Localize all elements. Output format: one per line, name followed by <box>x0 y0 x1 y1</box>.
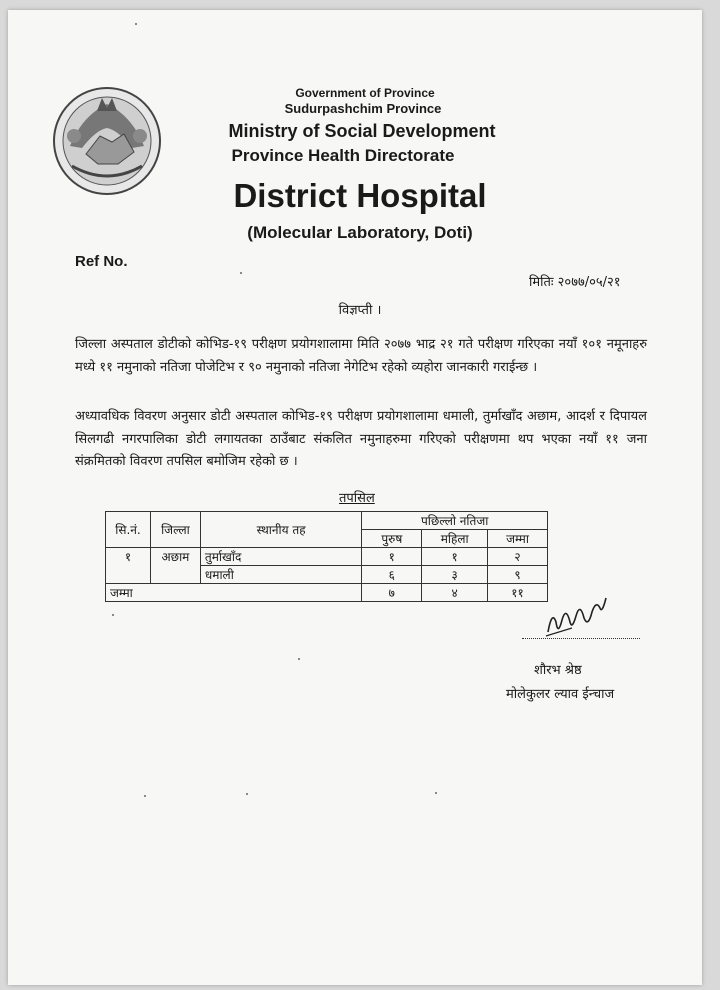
scan-speck <box>112 614 114 616</box>
cell-total: २ <box>488 548 548 566</box>
signature-line <box>522 638 640 639</box>
cell-female: ३ <box>422 566 488 584</box>
table-header-row <box>106 512 548 530</box>
gov-heading: Government of Province <box>295 86 435 100</box>
scan-speck <box>246 793 248 795</box>
ref-no-label: Ref No. <box>75 253 128 270</box>
total-total: ११ <box>488 584 548 602</box>
cell-male: १ <box>362 548 422 566</box>
results-table <box>105 511 548 602</box>
cell-local: धमाली <box>200 566 361 584</box>
cell-male: ६ <box>362 566 422 584</box>
lab-subtitle: (Molecular Laboratory, Doti) <box>247 223 473 242</box>
cell-local: तुर्माखाँद <box>200 548 361 566</box>
signer-name: शौरभ श्रेष्ठ <box>534 663 582 678</box>
header-district: जिल्ला <box>150 512 200 548</box>
cell-sn: १ <box>106 548 151 584</box>
signer-title: मोलेकुलर ल्याव ईन्चाज <box>506 687 615 702</box>
header-sn: सि.नं. <box>106 512 151 548</box>
notice-subject: विज्ञप्ती । <box>338 303 382 318</box>
header-total: जम्मा <box>488 530 548 548</box>
province-heading: Sudurpashchim Province <box>284 101 442 116</box>
header-result: पछिल्लो नतिजा <box>362 512 548 530</box>
scan-speck <box>298 658 300 660</box>
table-total-row <box>106 584 548 602</box>
scan-speck <box>135 23 137 25</box>
total-label: जम्मा <box>106 584 362 602</box>
scan-speck <box>240 272 242 274</box>
total-male: ७ <box>362 584 422 602</box>
scan-speck <box>435 792 437 794</box>
cell-female: १ <box>422 548 488 566</box>
header-male: पुरुष <box>362 530 422 548</box>
signature-icon <box>542 592 612 640</box>
ministry-heading: Ministry of Social Development <box>228 121 496 141</box>
scan-speck <box>144 795 146 797</box>
table-label: तपसिल <box>339 491 375 506</box>
header-female: महिला <box>422 530 488 548</box>
total-female: ४ <box>422 584 488 602</box>
table-row <box>106 548 548 566</box>
hospital-title: District Hospital <box>233 177 487 214</box>
cell-district: अछाम <box>150 548 200 584</box>
notice-date: मितिः २०७७/०५/२१ <box>529 275 621 290</box>
notice-paragraph-1: जिल्ला अस्पताल डोटीको कोभिड-१९ परीक्षण प्रयोगशालामा मिति २०७७ भाद्र २१ गते परीक्षण गरिएका नयाँ १०१ नमूनाहरु मध्ये ११ नमुनाको नतिजा पोजेटिभ र ९० नमुनाको नतिजा नेगेटिभ रहेको व्यहोरा जानकारी गराईन्छ । <box>75 337 647 375</box>
header-local: स्थानीय तह <box>200 512 361 548</box>
cell-total: ९ <box>488 566 548 584</box>
notice-paragraph-2: अध्यावधिक विवरण अनुसार डोटी अस्पताल कोभिड-१९ परीक्षण प्रयोगशालामा धमाली, तुर्माखाँद अछाम, आदर्श र दिपायल सिलगढी नगरपालिका डोटी लगायतका ठाउँबाट संकलित नमुनाहरुमा गरिएको परीक्षणमा थप भएका नयाँ ११ जना संक्रमितको विवरण तपसिल बमोजिम रहेको छ । <box>75 409 647 469</box>
directorate-heading: Province Health Directorate <box>231 146 455 165</box>
